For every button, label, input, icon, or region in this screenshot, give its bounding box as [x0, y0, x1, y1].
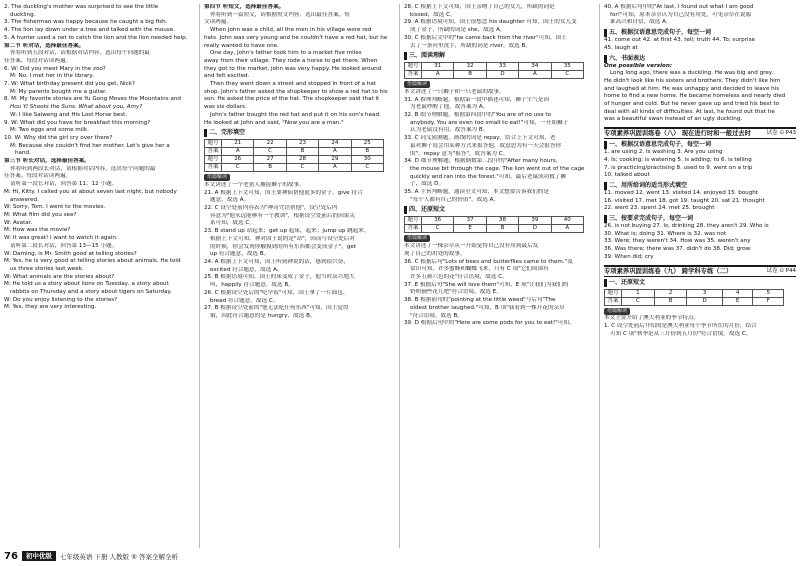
table-cell: B — [654, 297, 686, 305]
text-line: 本文讲述了一个老猎人捕捉狮子的故事。 — [204, 181, 305, 188]
table-label-ans: 答案 — [405, 71, 422, 79]
table-cell: 5 — [753, 289, 784, 297]
text-line: Then they went down a street and stopped in front of a hat — [210, 81, 376, 88]
text-line: was six dollars. — [204, 104, 247, 111]
text-line: M: Because she couldn't find her mother. Let's give her a — [10, 142, 170, 149]
text-line: 你将听到一篇短文，请根据短文内容，选出最佳答案。短 — [210, 11, 350, 18]
text-line: anybody. You are even too small to eat!"可知，一开始狮子 — [410, 119, 569, 126]
text-line: 21. A 根据上下文可知，国王要神仙帮他更多的金子，give 符合 — [204, 189, 363, 196]
text-line: M: Yes, he is very good at telling stories about animals. He told — [4, 258, 181, 265]
table-cell: 40 — [551, 217, 583, 225]
text-line: M: No. I met her in the library. — [10, 73, 94, 80]
restore-answer-table — [404, 216, 584, 233]
column-2 — [204, 4, 396, 321]
text-line: W: I like Saiweng and His Lost Horse best. — [10, 111, 128, 118]
text-line: 27. B 根据设空处前的"他无法吃任何东西"可知，国王觉得 — [204, 305, 349, 312]
text-line: of hunger and cold. But he never gave up and tried his best to — [604, 101, 780, 108]
text-line: the mouse bit through the cage. The lion went out of the cage — [410, 165, 585, 172]
text-line: 本文讲述了一只狮子和一只老鼠的故事。 — [404, 88, 505, 95]
text-line: 请听第二段长对话，回答第 13—15 小题。 — [10, 242, 118, 249]
text-line: M: My parents bought me a guitar. — [10, 88, 107, 95]
table-cell: A — [519, 71, 551, 79]
table-cell: 32 — [454, 63, 486, 71]
table-cell: A — [319, 164, 351, 172]
table-cell: 26 — [222, 156, 254, 164]
table-cell: 39 — [519, 217, 551, 225]
table-cell: A — [422, 71, 454, 79]
text-line: for!"可知，原本杂草认为自己没有用处，可见杂草在说服 — [610, 11, 752, 18]
table-cell: C — [286, 164, 318, 172]
column-4 — [604, 4, 796, 338]
text-line: 成了金子，所缺的词是 she，故选 A。 — [410, 27, 506, 34]
table-cell: 37 — [454, 217, 486, 225]
table-label-num: 题号 — [605, 289, 622, 297]
passage-analysis-tag: 语篇解读 — [204, 174, 230, 181]
exercise-title: 专项素养巩固训练卷（八） 现在进行时和一般过去时 — [604, 130, 752, 138]
text-line: 请听第一段长对话，回答第 11、12 小题。 — [10, 181, 118, 188]
table-label-ans: 答案 — [205, 164, 222, 172]
text-line: 29. A 根据语境可知，国王很想念 his daughter 可知，国王的女儿变 — [404, 19, 577, 26]
table-label-num: 题号 — [205, 140, 222, 148]
table-cell: D — [687, 297, 723, 305]
exercise-title: 专项素养巩固训练卷（九） 跨学科专练（二） — [604, 267, 733, 275]
page-footer — [4, 550, 178, 562]
table-cell: 1 — [622, 289, 655, 297]
text-line: 题意，故选 A。 — [210, 197, 250, 204]
restore-answer-table — [604, 289, 784, 306]
text-line: W: Daming, is Mr. Smith good at telling stories? — [4, 250, 137, 257]
text-line: 22. went 23. spent 24. met 25. brought — [604, 205, 715, 212]
table-cell: A — [222, 148, 254, 156]
text-line: 11. moved 12. went 13. visited 14. enjoyed 15. bought — [604, 189, 759, 196]
text-line: 容意为"他永远能够有一个教训"，根据设空处前后的因果关 — [210, 212, 355, 219]
text-line: and felt excited. — [204, 73, 250, 80]
table-cell: 3 — [687, 289, 723, 297]
table-label-ans: 答案 — [405, 225, 422, 233]
text-line: 16. visited 17. met 18. got 19. taught 20. sat 21. thought — [604, 197, 765, 204]
text-line: us three stories last week. — [10, 265, 84, 272]
text-line: 36. Was there; there was 37. didn't do 38. Did; grow — [604, 246, 751, 253]
section-writing-heading: 六、书面表达 — [604, 55, 796, 63]
book-title: 七年级英语 下册 人教版 ⑤ 答案全解全析 — [59, 552, 179, 561]
table-cell: 35 — [551, 63, 583, 71]
table-cell: 34 — [519, 63, 551, 71]
text-line: 第四节 听短文，选择最佳答案。 — [204, 4, 285, 10]
text-line: Hou Yi Shoots the Suns. What about you, Amy? — [10, 104, 143, 111]
text-line: 41. come out 42. at first 43. tell; truth 44. To; surprise — [604, 37, 755, 44]
text-line: and laughed at him. He was unhappy and decided to leave his — [604, 85, 780, 92]
table-cell: D — [486, 71, 518, 79]
table-cell: B — [286, 148, 318, 156]
text-line: 许多五颜六色的花"符合语境，故选 C。 — [410, 273, 508, 280]
text-line: 6. W: Did you meet Mary in the zoo? — [4, 65, 106, 72]
text-line: 现了自己的用处的故事。 — [404, 250, 466, 257]
table-label-num: 题号 — [405, 217, 422, 225]
table-cell: 27 — [254, 156, 286, 164]
table-cell: D — [519, 225, 551, 233]
table-cell: 24 — [319, 140, 351, 148]
table-cell: B — [454, 71, 486, 79]
text-line: 4. Is; cooking; is watering 5. is adding; to 6. is telling — [604, 156, 752, 163]
text-line: 叫，happily 符合题意，故选 B。 — [210, 282, 294, 289]
text-line: M: What film did you see? — [4, 211, 77, 218]
text-line: 7. is practicing/practising 8. used to 9. went on a trip — [604, 164, 753, 171]
section-restore-heading: 四、还原短文 — [404, 206, 596, 214]
section-heading: 二、用所给词的适当形式填空 — [604, 182, 796, 190]
table-cell: C — [351, 164, 383, 172]
text-line: 的"，repay 意为"报答"，故答案为 C。 — [410, 150, 509, 157]
section-complete-sentences-heading: 五、根据汉语意思完成句子，每空一词 — [604, 29, 796, 37]
text-line: 40. A 根据后句中的"At last, I found out what I am good — [604, 4, 754, 10]
text-line: quickly and ran into the forest."可知，最后老鼠成功救了狮 — [410, 173, 567, 180]
text-line: 45. laugh at — [604, 44, 638, 51]
text-line: 35. A 主旨判断题。通读全文可知，本文想要告诉我们的是 — [404, 189, 549, 196]
table-cell: E — [454, 225, 486, 233]
text-line: M: How was the movie? — [4, 227, 71, 234]
text-line: John's father bought the red hat and put it on his son's head. — [210, 111, 381, 118]
section-heading: 一、还原短文 — [604, 279, 796, 287]
text-line: 你将听到两段长对话，请根据对话内容，选出每个问题的最 — [10, 165, 156, 172]
text-line: 第三节 听长对话，选择最佳答案。 — [4, 158, 90, 165]
text-line: 30. What is; doing 31. Where is 32. was not — [604, 230, 727, 237]
table-cell: 36 — [422, 217, 454, 225]
text-line: 饿，因此符合题意的是 hungry，故选 B。 — [210, 312, 316, 319]
table-cell: B — [254, 164, 286, 172]
text-line: 30. C 根据后文中的"he came back from the river"可知，国王 — [404, 34, 567, 41]
text-line: kissed，故选 C。 — [410, 11, 456, 18]
text-line: 认为老鼠没有用，故答案为 B。 — [410, 127, 489, 134]
text-line: home to find a new home. He became homeless and nearly died — [604, 93, 786, 100]
text-line: 1. are using 2. is washing 3. Are you using — [604, 149, 723, 156]
text-line: 谁高兴和自信，故选 A。 — [610, 19, 672, 26]
section-heading: 一、根据汉语意思完成句子，每空一词 — [604, 141, 796, 149]
table-cell: A — [551, 225, 583, 233]
table-cell: 23 — [286, 140, 318, 148]
text-line: 24. A 根据上下文可知，国王听到神说的话，感到很兴奋， — [204, 258, 349, 265]
text-line: 9. W: What did you have for breakfast this morning? — [4, 119, 151, 126]
text-line: bread 符合题意，故选 C。 — [210, 297, 279, 304]
text-line: 文读两遍。 — [204, 19, 232, 26]
text-line: up 符合题意，故选 B。 — [210, 251, 270, 258]
table-cell: F — [753, 297, 784, 305]
text-line: 36. C 根据后句"Lots of bees and butterflies came to them."及 — [404, 258, 573, 265]
table-cell: 25 — [351, 140, 383, 148]
text-line: 系可知，故选 C。 — [210, 220, 255, 227]
text-line: 为老鼠吵醒了他，故答案为 A。 — [410, 104, 489, 111]
exercise-header-8 — [604, 127, 796, 139]
table-cell: 2 — [654, 289, 686, 297]
passage-analysis-tag: 语篇解读 — [404, 81, 430, 88]
text-line: 10. talked about — [604, 172, 650, 179]
text-line: 你将听到五段对话，请根据对话内容，选出每个问题的最 — [10, 50, 150, 57]
page-number: 76 — [4, 550, 18, 562]
text-line: 39. When did; cry — [604, 253, 654, 260]
text-line: "每个人都有自己的价值"，故选 A。 — [410, 196, 500, 203]
text-line: 22. C 设空处前内容表为"神奇咒语帮他"，设空处后内 — [204, 205, 338, 212]
table-cell: 28 — [286, 156, 318, 164]
text-line: 26. is not buying 27. Is; drinking 28. they aren't 29. Who is — [604, 223, 769, 230]
text-line: son. He asked the price of the hat. The shopkeeper said that it — [204, 96, 380, 103]
text-line: 的时候，你会发现你触摸到的所有东西都会变成金子"，get — [210, 243, 357, 250]
text-line: 28. C 根据上下文可知，国王亲吻了自己的女儿，所缺的词是 — [404, 4, 555, 10]
text-line: 2. The duckling's mother was surprised to see the little — [4, 4, 159, 10]
text-line: M: Yes, they are very interesting. — [4, 304, 97, 311]
text-line: "符合语境，故选 B。 — [410, 312, 463, 319]
table-cell: 30 — [351, 156, 383, 164]
text-line: 38. B 根据前句的"pointing at the little weed"与后句"The — [404, 297, 556, 304]
text-line: answered. — [10, 196, 39, 203]
table-cell: C — [222, 164, 254, 172]
text-line: 33. C 词义猜测题。画线的词是 repay，结合上下文可知，老 — [404, 135, 556, 142]
table-label-num: 题号 — [205, 156, 222, 164]
text-line: 37. E 根据后句"She will love them"可知，E 项"让我们为我们的 — [404, 281, 569, 288]
text-line: deal with all kinds of difficulties. At last, he found out that he — [604, 108, 775, 115]
text-line: oldest brother laughed."可知，B 项"我看到一棵开花的杂草 — [410, 304, 565, 311]
text-line: excited 符合题意，故选 A。 — [210, 266, 283, 273]
text-line: hats. John was very young and he couldn't have a red hat, but he — [204, 34, 388, 41]
exercise-header-9 — [604, 265, 796, 277]
text-line: W: Avatar. — [4, 219, 33, 226]
text-line: 奶奶摘些花儿吧"符合语境，故选 E。 — [410, 289, 502, 296]
text-line: 常识可知，许多蜜蜂和蝴蝶飞来，只有 C 项"它们周围有 — [410, 266, 549, 273]
reading-answer-table — [404, 62, 584, 79]
cloze-answer-table — [204, 139, 384, 172]
table-cell: 31 — [422, 63, 454, 71]
table-cell: 33 — [486, 63, 518, 71]
text-line: 7. W: What birthday present did you get, Nick? — [4, 81, 135, 88]
text-line: hand. — [15, 150, 31, 157]
text-line: He didn't look like his sisters and brothers. They didn't like him — [604, 77, 781, 84]
text-line: 8. M: My favorite stories are Yu Gong Moves the Mountains and — [4, 96, 181, 103]
text-line: 10. W: Why did the girl cry over there? — [4, 134, 113, 141]
text-line: W: Do you enjoy listening to the stories? — [4, 296, 118, 303]
text-line: 23. B stand up 站起来；get up 起床，起来；jump up 跳起来。 — [204, 228, 370, 235]
text-line: duckling. — [10, 11, 36, 18]
section-reading-heading: 三、阅读理解 — [404, 52, 596, 60]
table-cell: C — [422, 225, 454, 233]
text-line: 3. The fisherman was happy because he caught a big fish. — [4, 19, 168, 26]
text-line: 本文主要介绍了澳大利亚的季节特点。 — [604, 315, 700, 322]
table-cell: B — [351, 148, 383, 156]
text-line: 第二节 听对话，选择最佳答案。 — [4, 42, 85, 49]
text-line: Long long ago, there was a duckling. He was big and grey. — [610, 70, 774, 77]
column-1 — [4, 4, 196, 312]
text-line: 根据上下文可知，神对国王说的是"站"，因而与设空处后对 — [210, 235, 355, 242]
text-line: away from their village. They rode a horse to get there. When — [204, 57, 378, 64]
text-line: 1. C 设空处前后介绍的是澳大利亚每个季节所在的月份，结合 — [604, 322, 757, 329]
text-line: W: Sorry, Tom. I went to the movies. — [4, 204, 106, 211]
table-cell: E — [722, 297, 753, 305]
table-cell: C — [254, 148, 286, 156]
text-line: 鼠对狮子说会用某种方式来报答他，故意思为有一天会报答你 — [410, 142, 562, 149]
text-line: 可知 C 项"秋季是从三月份到五月份"符合语境。故选 C。 — [610, 330, 752, 337]
text-line: 33. Were; they weren't 34. How was 35. weren't any — [604, 238, 751, 245]
brand-logo: 初中优级 — [22, 551, 56, 561]
table-cell: 22 — [254, 140, 286, 148]
text-line: 32. B 细节理解题。根据第四段中的"You are of no use to — [404, 112, 552, 119]
text-line: 26. C 根据设空处后的"吃早饭"可知，国王拿了一片面包， — [204, 289, 349, 296]
text-line: M: He told us a story about lions on Tuesday, a story about — [4, 281, 169, 288]
table-label-ans: 答案 — [605, 297, 622, 305]
exercise-page-ref: 试卷 ⊙ P43 — [766, 130, 796, 137]
text-line: When John was a child, all the men in his village wore red — [210, 27, 372, 34]
passage-analysis-tag: 语篇解读 — [404, 235, 430, 242]
table-cell: C — [551, 71, 583, 79]
text-line: was a beautiful swan instead of an ugly duckling. — [604, 116, 743, 123]
passage-analysis-tag: 语篇解读 — [604, 308, 630, 315]
text-line: 子，故选 D。 — [410, 181, 445, 188]
text-line: 本文讲述了一棵杂草从一开始觉得自己没有用到最后发 — [404, 243, 539, 250]
table-cell: 29 — [319, 156, 351, 164]
text-line: One day, John's father took him to a market five miles — [210, 50, 362, 57]
text-line: really wanted to have one. — [204, 42, 279, 49]
text-line: 去了一条河里洗手，所缺的词是 river，故选 B。 — [410, 42, 531, 49]
text-line: shop. John's father asked the shopkeeper to show a red hat to his — [204, 88, 388, 95]
section-heading: 三、按要求完成句子，每空一词 — [604, 215, 796, 223]
text-line: M: Hi, Kitty. I called you at about seven last night, but nobody — [4, 188, 177, 195]
text-line: 25. B 根据语境可知，国王的床变成了金子，他当时高兴地大 — [204, 274, 355, 281]
text-line: rabbits on Thursday and a story about tigers on Saturday. — [10, 289, 172, 296]
text-line: 31. A 推理判断题。根据第一段中描述可知，狮子生气是因 — [404, 96, 549, 103]
text-line: 39. D 根据后句中的"Here are some pods for you to eat!"可知， — [404, 320, 575, 327]
text-line: 佳答案。每段对话读两遍。 — [4, 173, 72, 180]
text-line: W: What animals are the stories about? — [4, 273, 115, 280]
table-cell: 21 — [222, 140, 254, 148]
table-label-num: 题号 — [405, 63, 422, 71]
text-line: they got to the market, John was very happy. He looked around — [204, 65, 382, 72]
table-cell: 38 — [486, 217, 518, 225]
table-cell: C — [622, 297, 655, 305]
text-line: 34. D 细节理解题。根据倒数第二段中的"After many hours, — [404, 158, 558, 165]
table-cell: A — [319, 148, 351, 156]
text-line: M: Two eggs and some milk. — [10, 127, 89, 134]
table-cell: 4 — [722, 289, 753, 297]
text-line: 4. The lion lay down under a tree and talked with the mouse. — [4, 27, 175, 34]
column-3 — [404, 4, 596, 328]
text-line: 佳答案。每段对话读两遍。 — [4, 57, 72, 64]
section-cloze-heading: 二、完形填空 — [204, 129, 396, 137]
text-line: W: It was great! I want to watch it again. — [4, 235, 118, 242]
text-line: One possible version: — [604, 62, 673, 69]
table-label-ans: 答案 — [205, 148, 222, 156]
table-cell: B — [486, 225, 518, 233]
text-line: 5. A hunter used a net to catch the lion and the lion needed help. — [4, 34, 188, 41]
text-line: He looked at John and said, "Now you are a man." — [204, 119, 344, 126]
exercise-page-ref: 试卷 ⊙ P44 — [766, 267, 796, 274]
